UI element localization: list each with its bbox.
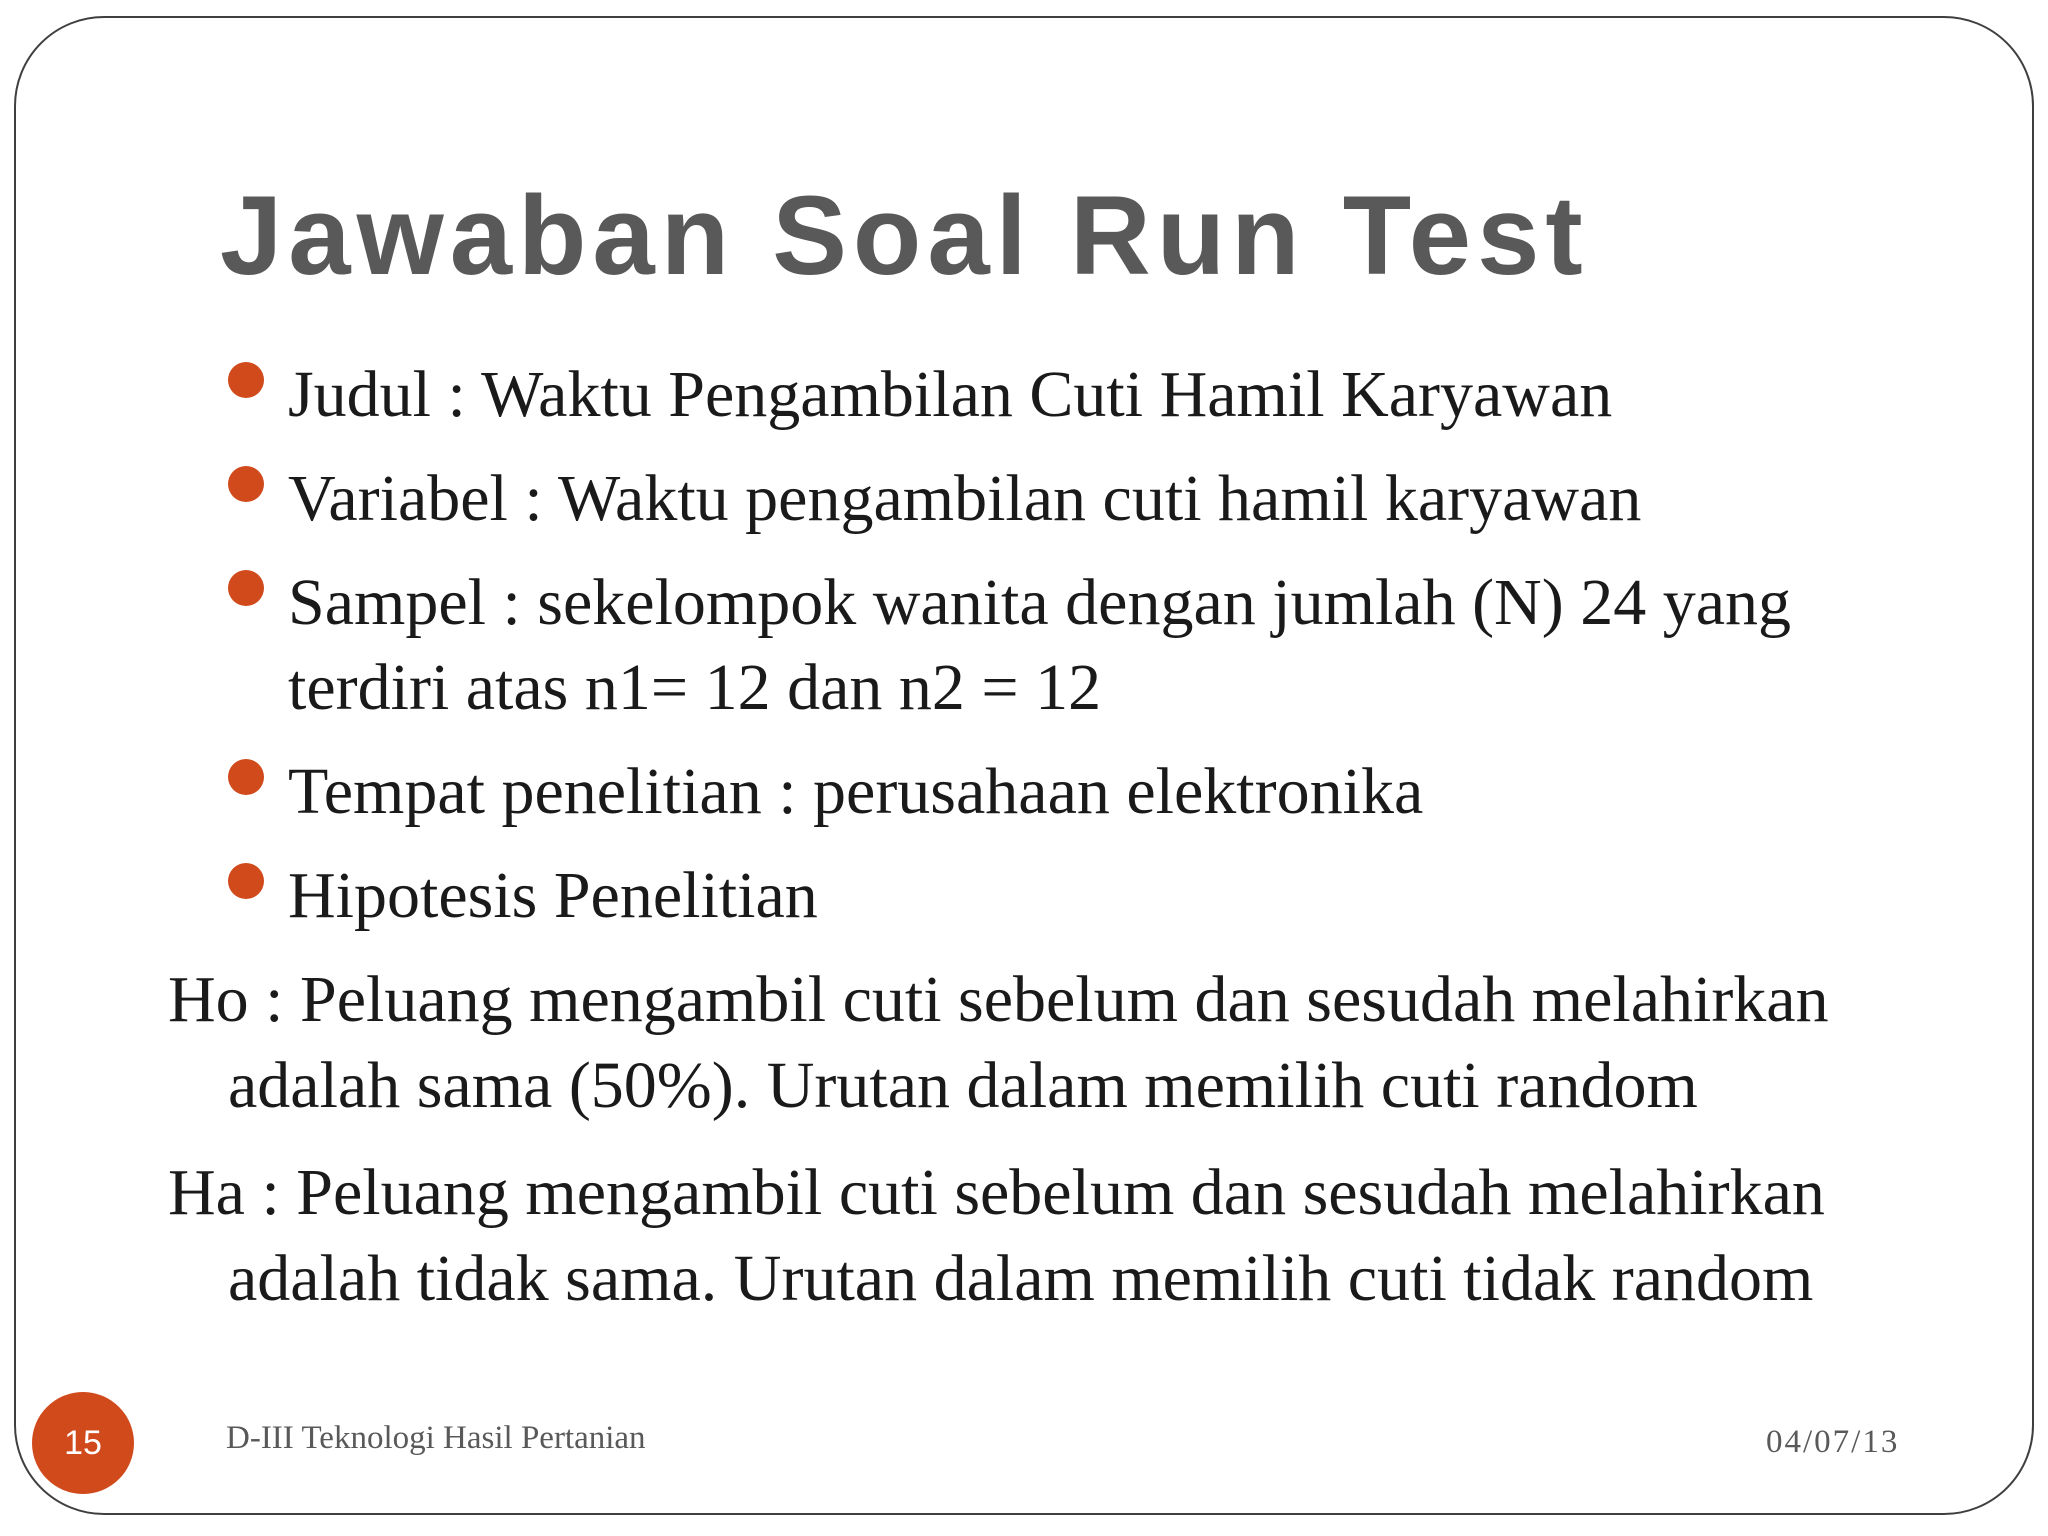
bullet-item xyxy=(228,352,1908,438)
bullet-text: Sampel : sekelompok wanita dengan jumlah (N) 24 yang terdiri atas n1= 12 dan n2 = 12 xyxy=(288,565,1791,725)
bullet-item xyxy=(228,560,1908,732)
bullet-item xyxy=(228,456,1908,542)
hypothesis-alternative: Ha : Peluang mengambil cuti sebelum dan sesudah melahirkan adalah tidak sama. Urutan dalam memilih cuti tidak random xyxy=(168,1156,1825,1316)
bullet-item xyxy=(228,853,1908,939)
bullet-dot-icon xyxy=(228,362,264,398)
slide-content xyxy=(168,352,1908,1344)
page-number-badge: 15 xyxy=(32,1392,134,1494)
bullet-text: Judul : Waktu Pengambilan Cuti Hamil Karyawan xyxy=(288,358,1613,431)
footer-date: 04/07/13 xyxy=(1766,1424,1900,1460)
slide-title: Jawaban Soal Run Test xyxy=(220,173,1589,298)
bullet-dot-icon xyxy=(228,863,264,899)
bullet-dot-icon xyxy=(228,570,264,606)
hypothesis-null: Ho : Peluang mengambil cuti sebelum dan sesudah melahirkan adalah sama (50%). Urutan dalam memilih cuti random xyxy=(168,962,1829,1122)
bullet-dot-icon xyxy=(228,759,264,795)
bullet-item xyxy=(228,749,1908,835)
bullet-dot-icon xyxy=(228,466,264,502)
bullet-text: Variabel : Waktu pengambilan cuti hamil karyawan xyxy=(288,461,1642,535)
bullet-text: Tempat penelitian : perusahaan elektronika xyxy=(288,755,1424,829)
bullet-text: Hipotesis Penelitian xyxy=(288,858,818,932)
footer-course-name: D-III Teknologi Hasil Pertanian xyxy=(226,1420,646,1456)
